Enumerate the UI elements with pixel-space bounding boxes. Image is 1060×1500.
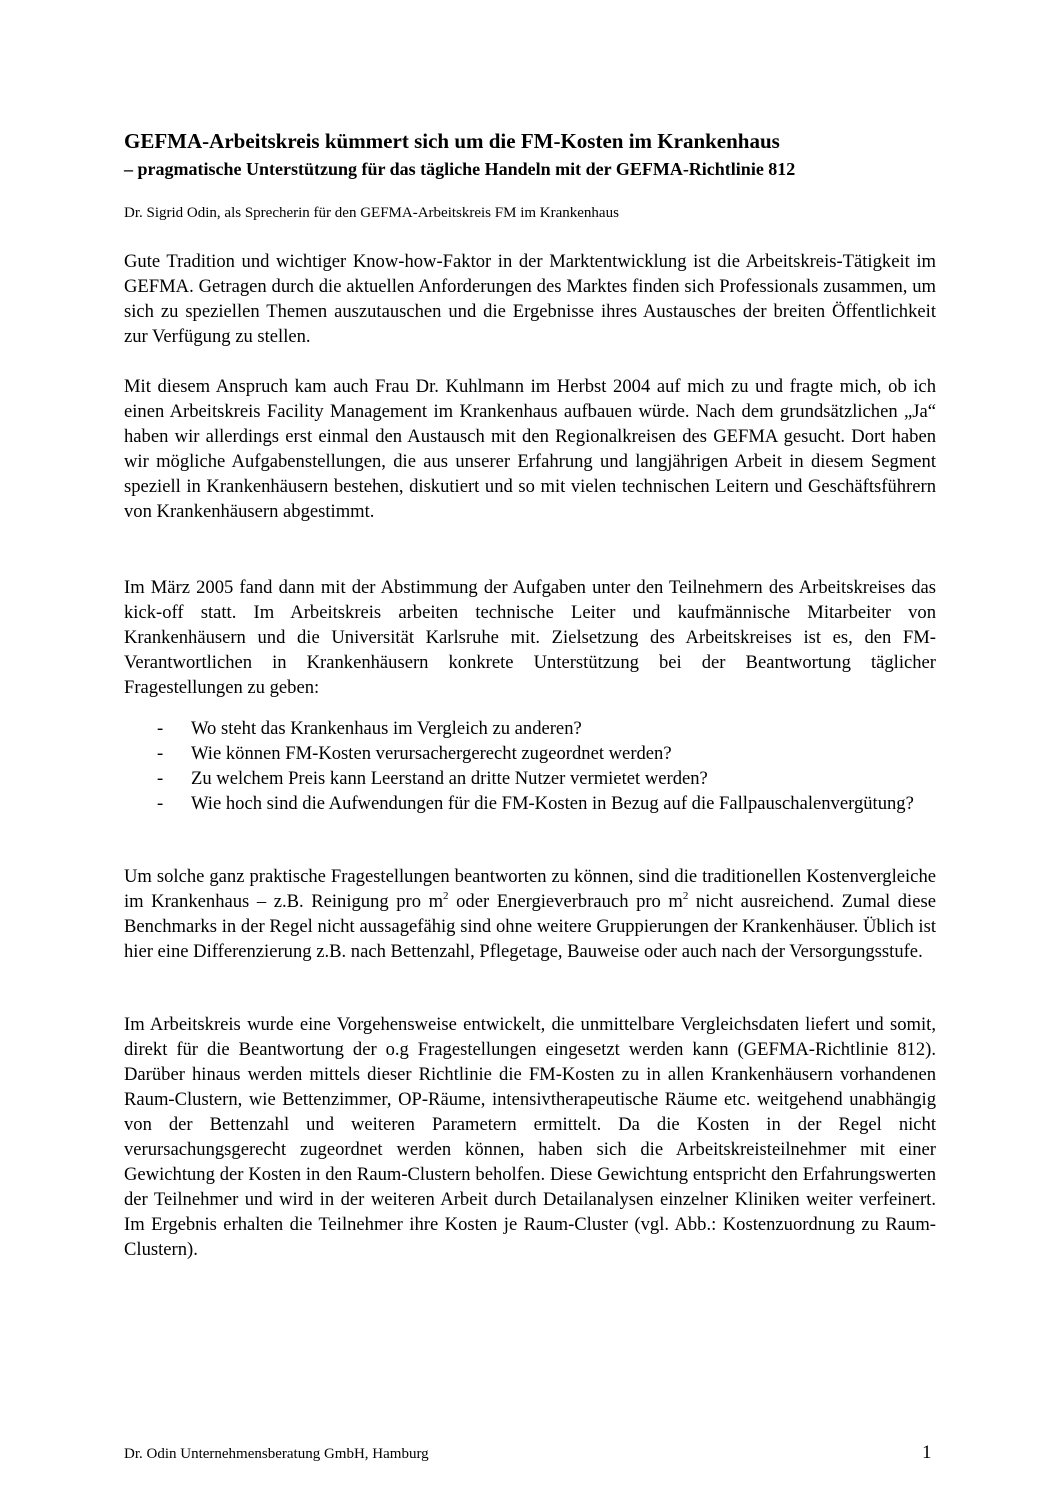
document-subtitle: – pragmatische Unterstützung für das tägliche Handeln mit der GEFMA-Richtlinie 812 — [124, 159, 796, 179]
page-number: 1 — [922, 1442, 932, 1463]
list-item — [124, 741, 936, 766]
paragraph-intro: Gute Tradition und wichtiger Know-how-Faktor in der Marktentwicklung ist die Arbeitskreis-Tätigkeit im GEFMA. Getragen durch die aktuellen Anforderungen des Marktes finden sich Professionals zusammen, um sich zu speziellen Themen auszutauschen und die Ergebnisse ihres Austausches der breiten Öffentlichkeit zur Verfügung zu stellen. — [124, 251, 936, 347]
question-list — [124, 716, 936, 816]
superscript: 2 — [443, 890, 449, 902]
paragraph-text: Um solche ganz praktische Fragestellungen beantworten zu können, sind die traditionellen Kostenvergleiche im Krankenhaus – z.B. Reinigung pro m — [124, 866, 936, 912]
paragraph-text: oder Energieverbrauch pro m — [448, 891, 683, 912]
paragraph-background: Mit diesem Anspruch kam auch Frau Dr. Kuhlmann im Herbst 2004 auf mich zu und fragte mich, ob ich einen Arbeitskreis Facility Management im Krankenhaus aufbauen würde. Nach dem grundsätzlichen „Ja“ haben wir allerdings erst einmal den Austausch mit den Regionalkreisen des GEFMA gesucht. Dort haben wir mögliche Aufgabenstellungen, die aus unserer Erfahrung und langjährigen Arbeit in diesem Segment speziell in Krankenhäusern bestehen, diskutiert und so mit vielen technischen Leitern und Geschäftsführern von Krankenhäusern abgestimmt. — [124, 376, 936, 522]
paragraph-approach: Im Arbeitskreis wurde eine Vorgehensweise entwickelt, die unmittelbare Vergleichsdaten liefert und somit, direkt für die Beantwortung der o.g Fragestellungen eingesetzt werden kann (GEFMA-Richtlinie 812). Darüber hinaus werden mittels dieser Richtlinie die FM-Kosten zu in allen Krankenhäusern vorhandenen Raum-Clustern, wie Bettenzimmer, OP-Räume, intensivtherapeutische Räume etc. weitgehend unabhängig von der Bettenzahl und weiteren Parametern ermittelt. Da die Kosten in der Regel nicht verursachungsgerecht zugeordnet werden können, haben sich die Arbeitskreisteilnehmer mit einer Gewichtung der Kosten in den Raum-Clustern beholfen. Diese Gewichtung entspricht den Erfahrungswerten der Teilnehmer und wird in der weiteren Arbeit durch Detailanalysen einzelner Kliniken weiter verfeinert. Im Ergebnis erhalten die Teilnehmer ihre Kosten je Raum-Cluster (vgl. Abb.: Kostenzuordnung zu Raum-Clustern). — [124, 1014, 936, 1260]
list-item-text: Wo steht das Krankenhaus im Vergleich zu anderen? — [191, 718, 582, 739]
list-dash: - — [157, 718, 164, 739]
list-item-text: Wie hoch sind die Aufwendungen für die FM-Kosten in Bezug auf die Fallpauschalenvergütung? — [191, 793, 914, 814]
list-item — [124, 791, 936, 816]
list-item-text: Wie können FM-Kosten verursachergerecht zugeordnet werden? — [191, 743, 672, 764]
paragraph-kickoff: Im März 2005 fand dann mit der Abstimmung der Aufgaben unter den Teilnehmern des Arbeitskreises das kick-off statt. Im Arbeitskreis arbeiten technische Leiter und kaufmännische Mitarbeiter von Krankenhäusern und die Universität Karlsruhe mit. Zielsetzung des Arbeitskreises ist es, den FM-Verantwortlichen in Krankenhäusern konkrete Unterstützung bei der Beantwortung täglicher Fragestellungen zu geben: — [124, 577, 936, 698]
superscript: 2 — [682, 890, 689, 902]
author-line: Dr. Sigrid Odin, als Sprecherin für den GEFMA-Arbeitskreis FM im Krankenhaus — [124, 205, 619, 221]
list-item — [124, 716, 936, 741]
list-dash: - — [157, 793, 164, 814]
paragraph-cost-comparison — [124, 864, 936, 964]
list-item — [124, 766, 936, 791]
footer-company: Dr. Odin Unternehmensberatung GmbH, Hamburg — [124, 1446, 429, 1462]
list-item-text: Zu welchem Preis kann Leerstand an dritte Nutzer vermietet werden? — [191, 768, 708, 789]
paragraph-text: nicht ausreichend. Zumal diese Benchmarks in der Regel nicht aussagefähig sind ohne weitere Gruppierungen der Krankenhäuser. Üblich ist hier eine Differenzierung z.B. nach Bettenzahl, Pflegetage, Bauweise oder auch nach der Versorgungsstufe. — [124, 891, 936, 962]
list-dash: - — [157, 743, 164, 764]
document-title: GEFMA-Arbeitskreis kümmert sich um die FM-Kosten im Krankenhaus — [124, 129, 780, 153]
list-dash: - — [157, 768, 164, 789]
